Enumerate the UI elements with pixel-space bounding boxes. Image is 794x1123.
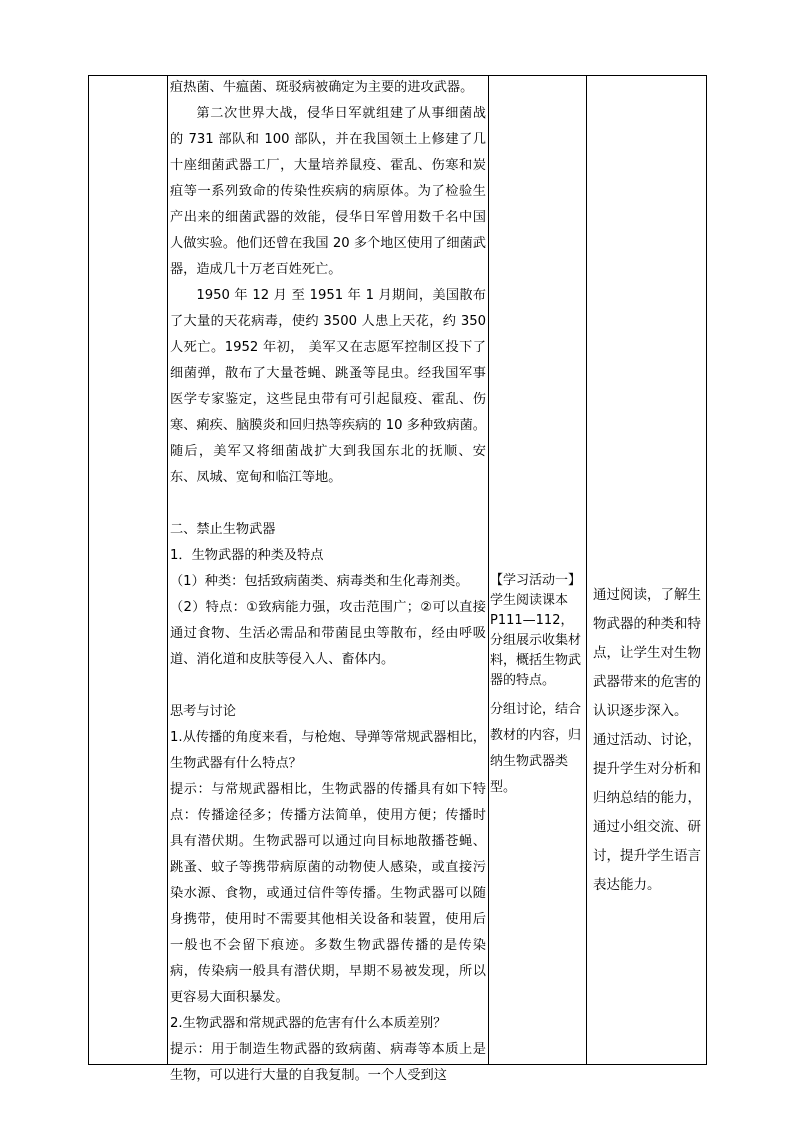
content-paragraph: 疽热菌、牛瘟菌、斑驳病被确定为主要的进攻武器。 xyxy=(170,80,474,95)
answer-2: 提示：用于制造生物武器的致病菌、病毒等本质上是生物，可以进行大量的自我复制。一个人受到这 xyxy=(170,1042,486,1083)
subsection-heading: 1．生物武器的种类及特点 xyxy=(170,548,324,563)
section-heading: 二、禁止生物武器 xyxy=(170,522,276,537)
intent-text: 通过阅读，了解生物武器的种类和特点，让学生对生物武器带来的危害的认识逐步深入。 xyxy=(593,587,701,719)
table-divider-3 xyxy=(586,75,587,1065)
question-2: 2.生物武器和常规武器的危害有什么本质差别？ xyxy=(170,1016,447,1031)
content-paragraph: 1950 年 12 月 至 1951 年 1 月期间，美国散布了大量的天花病毒，使约 3500 人患上天花，约 350 人死亡。1952 年初， 美军又在志愿军控制区投下了细菌弹，散布了大量苍蝇、跳蚤等昆虫。经我国军事医学专家鉴定，这些昆虫带有可引起鼠疫、霍乱、伤寒、痢疾、脑膜炎和回归热等疾病的 10 多种致病菌。随后，美军又将细菌战扩大到我国东北的抚顺、安东、凤城、宽甸和临江等地。 xyxy=(170,288,486,485)
activity-text: 【学习活动一】学生阅读课本 P111—112，分组展示收集材料，概括生物武器的特点。 xyxy=(490,573,582,688)
blank-line xyxy=(170,491,486,517)
table-border-left xyxy=(88,75,89,1065)
blank-line xyxy=(170,673,486,699)
weapon-kinds: （1）种类：包括致病菌类、病毒类和生化毒剂类。 xyxy=(170,574,469,589)
lesson-table xyxy=(88,75,706,1083)
question-1: 1.从传播的角度来看，与枪炮、导弹等常规武器相比，生物武器有什么特点？ xyxy=(170,730,486,771)
student-activity-cell xyxy=(490,571,584,807)
activity-text: 分组讨论，结合教材的内容，归纳生物武器类型。 xyxy=(490,702,582,795)
weapon-features: （2）特点：①致病能力强，攻击范围广；②可以直接通过食物、生活必需品和带菌昆虫等散布，经由呼吸道、消化道和皮肤等侵入人、畜体内。 xyxy=(170,600,486,667)
intent-text: 通过活动、讨论，提升学生对分析和归纳总结的能力，通过小组交流、研讨，提升学生语言表达能力。 xyxy=(593,732,701,893)
design-intent-cell xyxy=(593,581,703,900)
teaching-content-cell xyxy=(170,75,486,1089)
content-paragraph: 第二次世界大战，侵华日军就组建了从事细菌战的 731 部队和 100 部队，并在我国领土上修建了几十座细菌武器工厂，大量培养鼠疫、霍乱、伤寒和炭疽等一系列致命的传染性疾病的病原体。为了检验生产出来的细菌武器的效能，侵华日军曾用数千名中国人做实验。他们还曾在我国 20 多个地区使用了细菌武器，造成几十万老百姓死亡。 xyxy=(170,106,486,277)
table-divider-2 xyxy=(488,75,489,1065)
answer-1: 提示：与常规武器相比，生物武器的传播具有如下特点：传播途径多；传播方法简单，使用方便；传播时具有潜伏期。生物武器可以通过向目标地散播苍蝇、跳蚤、蚊子等携带病原菌的动物使人感染，或直接污染水源、食物，或通过信件等传播。生物武器可以随身携带，使用时不需要其他相关设备和装置，使用后一般也不会留下痕迹。多数生物武器传播的是传染病，传染病一般具有潜伏期，早期不易被发现，所以更容易大面积暴发。 xyxy=(170,782,486,1005)
table-border-right xyxy=(706,75,707,1065)
table-divider-1 xyxy=(167,75,168,1065)
discussion-heading: 思考与讨论 xyxy=(170,704,236,719)
